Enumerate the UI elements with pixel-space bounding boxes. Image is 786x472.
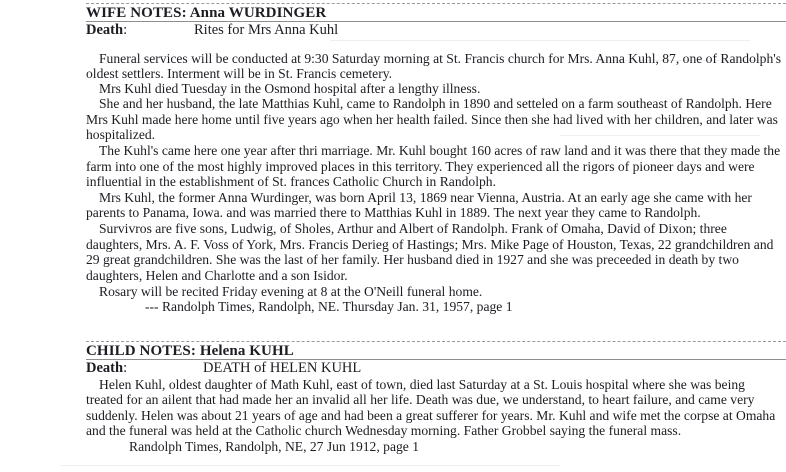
body-line: influential in the establishment of St. frances Catholic Church in Randolph. — [86, 174, 496, 189]
body-line: Mrs Kuhl died Tuesday in the Osmond hospital after a lengthy illness. — [99, 81, 481, 96]
body-line: and the funeral was held at the Catholic church Wednesday morning. Father Grobbel saying the funeral mass. — [86, 423, 682, 438]
death-title: DEATH of HELEN KUHL — [203, 360, 362, 376]
body-line: The Kuhl's came here one year after thri marriage. Mr. Kuhl bought 160 acres of raw land and it was there that they made the — [99, 143, 781, 158]
bleed-through-mark — [60, 465, 560, 466]
heading-underline — [86, 21, 786, 22]
body-line: Mrs Kuhl, the former Anna Wurdinger, was born April 13, 1869 near Vienna, Austria. At an early age she came with her — [99, 190, 752, 205]
top-divider — [86, 3, 786, 4]
body-line: daughters, Helen and Charlotte and a son Isidor. — [86, 268, 348, 283]
heading-underline — [86, 359, 786, 360]
death-colon: : — [123, 360, 128, 376]
body-line: Funeral services will be conducted at 9:30 Saturday morning at St. Francis church for Mrs. Anna Kuhl, 87, one of Randolph's — [99, 51, 782, 66]
body-line: Mrs Kuhl made here home until five years ago when her health failed. Since then she had lived with her children, and later was — [86, 112, 778, 127]
bleed-through-mark — [560, 135, 760, 136]
source-citation: --- Randolph Times, Randolph, NE. Thursday Jan. 31, 1957, page 1 — [145, 299, 513, 314]
death-colon: : — [123, 22, 128, 38]
source-citation: Randolph Times, Randolph, NE, 27 Jun 1912, page 1 — [129, 439, 420, 454]
death-label — [86, 22, 127, 39]
section-divider — [86, 341, 786, 342]
body-line: daughters, Mrs. A. F. Voss of York, Mrs. Francis Derieg of Hastings; Mrs. Mike Page of Houston, Texas, 22 grandchildren and — [86, 237, 774, 252]
body-line: farm into one of the most highly improved places in this territory. They experienced all the rigors of pioneer days and were — [86, 159, 755, 174]
body-line: parents to Panama, Iowa. and was married there to Matthias Kuhl in 1889. The next year they came to Randolph. — [86, 205, 701, 220]
death-label-text: Death — [86, 22, 124, 38]
child-notes-heading: CHILD NOTES: Helena KUHL — [86, 343, 294, 359]
body-line: 29 great grandchildren. She was the last of her family. Her husband died in 1927 and she was preceeded in death by two — [86, 252, 739, 267]
death-label — [86, 360, 127, 377]
body-line: Rosary will be recited Friday evening at 8 at the O'Neill funeral home. — [99, 284, 483, 299]
body-line: treated for an ailent that had made her an invalid all her life. Death was due, we understand, to heart failure, and came very — [86, 392, 755, 407]
body-line: She and her husband, the late Matthias Kuhl, came to Randolph in 1890 and setteled on a farm southeast of Randolph. Here — [99, 96, 772, 111]
wife-notes-heading: WIFE NOTES: Anna WURDINGER — [86, 5, 327, 21]
death-title: Rites for Mrs Anna Kuhl — [194, 22, 339, 38]
body-line: Helen Kuhl, oldest daughter of Math Kuhl, east of town, died last Saturday at a St. Louis hospital where she was being — [99, 377, 745, 392]
body-line: suddenly. Helen was about 21 years of age and had been a great sufferer for years. Mr. Kuhl and wife met the corpse at Omaha — [86, 408, 776, 423]
bleed-through-mark — [330, 40, 750, 41]
death-label-text: Death — [86, 360, 124, 376]
body-line: Survivros are five sons, Ludwig, of Sholes, Arthur and Albert of Randolph. Frank of Omaha, David of Dixon; three — [99, 221, 727, 236]
body-line: oldest settlers. Interment will be in St. Francis cemetery. — [86, 66, 393, 81]
body-line: hospitalized. — [86, 127, 156, 142]
